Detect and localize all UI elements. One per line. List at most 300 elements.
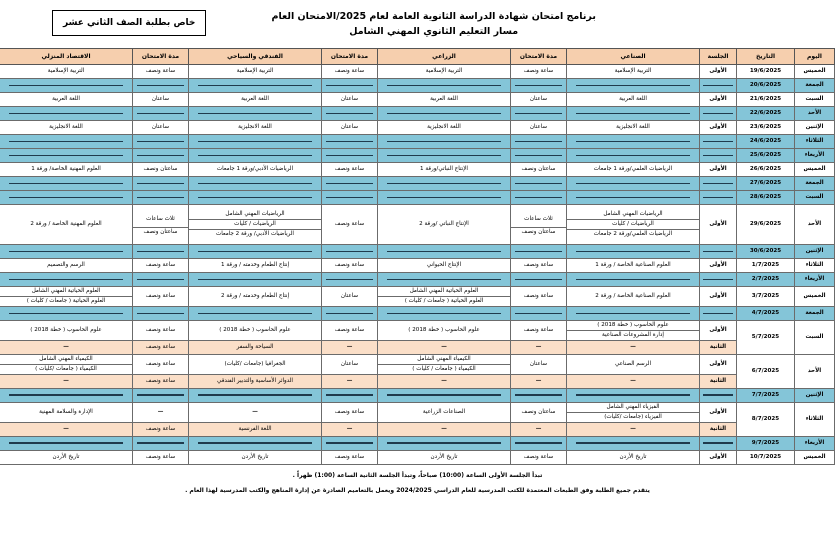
col-head-home-economics: الاقتصاد المنزلي	[0, 49, 133, 65]
cell-day: السبت	[795, 93, 835, 107]
cell-hotel-duration-holiday	[133, 177, 189, 191]
cell-date: 25/6/2025	[737, 149, 795, 163]
cell-industrial-duration: ساعة ونصف	[511, 65, 567, 79]
holiday-bar	[387, 394, 501, 396]
cell-industrial: العلوم الصناعية الخاصة / ورقة 1	[567, 259, 700, 273]
holiday-bar	[515, 251, 562, 253]
cell-session-holiday	[700, 107, 737, 121]
table-row	[0, 354, 835, 374]
cell-home-economics-holiday	[0, 107, 133, 121]
cell-home-economics	[0, 287, 133, 307]
col-head-industrial: الصناعي	[567, 49, 700, 65]
table-header-row	[0, 49, 835, 65]
table-row	[0, 273, 835, 287]
holiday-bar	[137, 251, 184, 253]
cell-industrial-duration-line-1: ثلاث ساعات	[511, 212, 566, 228]
cell-home-economics-line-1: الكيمياء المهني الشامل	[0, 355, 132, 365]
cell-hotel-duration-holiday	[133, 306, 189, 320]
cell-agricultural-duration: ساعة ونصف	[322, 450, 378, 464]
cell-industrial-holiday	[567, 135, 700, 149]
holiday-bar	[198, 85, 312, 87]
table-row	[0, 450, 835, 464]
cell-agricultural-holiday	[378, 107, 511, 121]
holiday-bar	[137, 313, 184, 315]
holiday-bar	[703, 313, 734, 315]
cell-hotel-duration-holiday	[133, 107, 189, 121]
page-subtitle: مسار التعليم الثانوي المهني الشامل	[349, 26, 519, 38]
col-head-hotel-duration: مدة الامتحان	[133, 49, 189, 65]
holiday-bar	[326, 155, 373, 157]
holiday-bar	[515, 85, 562, 87]
holiday-bar	[703, 85, 734, 87]
cell-hotel-holiday	[189, 177, 322, 191]
cell-agricultural	[378, 287, 511, 307]
cell-industrial-holiday	[567, 149, 700, 163]
cell-industrial-holiday	[567, 191, 700, 205]
cell-hotel: اللغة الانجليزية	[189, 121, 322, 135]
holiday-bar	[198, 279, 312, 281]
cell-home-economics-holiday	[0, 79, 133, 93]
cell-hotel-duration: ساعة ونصف	[133, 340, 189, 354]
cell-day: الأحد	[795, 205, 835, 245]
cell-industrial-holiday	[567, 273, 700, 287]
holiday-bar	[326, 141, 373, 143]
table-row	[0, 65, 835, 79]
cell-agricultural: الإنتاج النباتي/ورقة 1	[378, 163, 511, 177]
cell-industrial-duration: ساعتان	[511, 93, 567, 107]
holiday-bar	[703, 113, 734, 115]
cell-agricultural-holiday	[378, 388, 511, 402]
cell-home-economics-holiday	[0, 388, 133, 402]
holiday-bar	[387, 197, 501, 199]
col-head-date: التاريخ	[737, 49, 795, 65]
holiday-bar	[326, 313, 373, 315]
page-header	[0, 0, 835, 44]
holiday-bar	[576, 313, 690, 315]
holiday-bar	[576, 85, 690, 87]
cell-home-economics: —	[0, 340, 133, 354]
holiday-bar	[9, 141, 123, 143]
cell-hotel: الجغرافيا (جامعات /كليات)	[189, 354, 322, 374]
cell-industrial-duration-holiday	[511, 191, 567, 205]
holiday-bar	[515, 113, 562, 115]
cell-home-economics: الرسم والتصميم	[0, 259, 133, 273]
cell-industrial	[567, 402, 700, 422]
cell-session-holiday	[700, 177, 737, 191]
cell-hotel-holiday	[189, 149, 322, 163]
holiday-bar	[703, 394, 734, 396]
cell-agricultural-duration: ساعتان	[322, 93, 378, 107]
cell-industrial: —	[567, 422, 700, 436]
col-head-agricultural: الزراعي	[378, 49, 511, 65]
cell-day: الخميس	[795, 450, 835, 464]
cell-agricultural-duration-holiday	[322, 388, 378, 402]
cell-agricultural-duration: —	[322, 422, 378, 436]
cell-day: الأربعاء	[795, 273, 835, 287]
cell-hotel-duration: ساعة ونصف	[133, 259, 189, 273]
cell-agricultural-holiday	[378, 149, 511, 163]
cell-industrial-line-2: الفيزياء (جامعات /كليات)	[604, 413, 662, 420]
cell-agricultural-line-2: الكيمياء ( جامعات / كليات )	[412, 365, 476, 372]
holiday-bar	[703, 442, 734, 444]
cell-session: الأولى	[700, 93, 737, 107]
cell-agricultural-duration-holiday	[322, 79, 378, 93]
cell-industrial-line-2: الرياضيات / كليات	[567, 220, 699, 230]
cell-hotel-duration-holiday	[133, 388, 189, 402]
holiday-bar	[9, 183, 123, 185]
table-row	[0, 121, 835, 135]
cell-industrial: —	[567, 374, 700, 388]
cell-home-economics-holiday	[0, 273, 133, 287]
holiday-bar	[515, 183, 562, 185]
col-head-day: اليوم	[795, 49, 835, 65]
cell-agricultural-holiday	[378, 245, 511, 259]
cell-date: 1/7/2025	[737, 259, 795, 273]
holiday-bar	[137, 197, 184, 199]
cell-day: الخميس	[795, 287, 835, 307]
cell-home-economics: اللغة الانجليزية	[0, 121, 133, 135]
cell-home-economics-holiday	[0, 135, 133, 149]
holiday-bar	[576, 442, 690, 444]
holiday-bar	[198, 313, 312, 315]
cell-home-economics-holiday	[0, 436, 133, 450]
cell-agricultural-duration: ساعة ونصف	[322, 402, 378, 422]
holiday-bar	[326, 197, 373, 199]
holiday-bar	[137, 279, 184, 281]
cell-day: الجمعة	[795, 177, 835, 191]
cell-agricultural: الإنتاج النباتي /ورقة 2	[378, 205, 511, 245]
cell-hotel-duration: ساعة ونصف	[133, 320, 189, 340]
cell-agricultural-duration-holiday	[322, 306, 378, 320]
holiday-bar	[515, 442, 562, 444]
holiday-bar	[198, 183, 312, 185]
cell-home-economics-holiday	[0, 245, 133, 259]
cell-hotel-duration: —	[133, 402, 189, 422]
cell-industrial-duration: ساعتان	[511, 121, 567, 135]
cell-agricultural-duration-holiday	[322, 149, 378, 163]
cell-date: 20/6/2025	[737, 79, 795, 93]
cell-agricultural-duration: ساعتان	[322, 354, 378, 374]
cell-hotel-duration: ساعتان	[133, 93, 189, 107]
cell-industrial-duration-line-2: ساعتان ونصف	[521, 228, 556, 235]
cell-agricultural: اللغة العربية	[378, 93, 511, 107]
cell-home-economics-holiday	[0, 177, 133, 191]
cell-hotel-duration: ساعة ونصف	[133, 354, 189, 374]
cell-day: السبت	[795, 320, 835, 354]
cell-hotel-line-3: الرياضيات الأدبي/ ورقة 2 جامعات	[216, 230, 294, 237]
cell-hotel-line-2: الرياضيات / كليات	[189, 220, 321, 230]
cell-day: الخميس	[795, 163, 835, 177]
table-row	[0, 287, 835, 307]
holiday-bar	[515, 313, 562, 315]
cell-session-holiday	[700, 191, 737, 205]
cell-home-economics: العلوم المهنية الخاصة / ورقة 2	[0, 205, 133, 245]
cell-agricultural-duration-holiday	[322, 177, 378, 191]
table-row	[0, 149, 835, 163]
cell-session-holiday	[700, 135, 737, 149]
holiday-bar	[9, 442, 123, 444]
cell-hotel-duration: ساعة ونصف	[133, 450, 189, 464]
cell-agricultural-line-1: الكيمياء المهني الشامل	[378, 355, 510, 365]
cell-home-economics: تاريخ الأردن	[0, 450, 133, 464]
table-row	[0, 388, 835, 402]
holiday-bar	[576, 394, 690, 396]
cell-agricultural-holiday	[378, 191, 511, 205]
cell-industrial	[567, 320, 700, 340]
footer-notes	[26, 471, 809, 495]
cell-agricultural: الصناعات الزراعية	[378, 402, 511, 422]
holiday-bar	[326, 442, 373, 444]
cell-day: الأحد	[795, 354, 835, 388]
cell-session-holiday	[700, 79, 737, 93]
cell-hotel-holiday	[189, 306, 322, 320]
cell-hotel-duration-holiday	[133, 79, 189, 93]
cell-agricultural: علوم الحاسوب ( خطة 2018 )	[378, 320, 511, 340]
table-header	[0, 49, 835, 65]
cell-industrial-holiday	[567, 245, 700, 259]
holiday-bar	[576, 279, 690, 281]
holiday-bar	[387, 85, 501, 87]
cell-date: 5/7/2025	[737, 320, 795, 354]
cell-day: السبت	[795, 191, 835, 205]
holiday-bar	[387, 279, 501, 281]
table-row	[0, 163, 835, 177]
cell-hotel-duration: ساعة ونصف	[133, 422, 189, 436]
cell-session: الثانية	[700, 340, 737, 354]
cell-agricultural-duration: ساعة ونصف	[322, 205, 378, 245]
cell-date: 27/6/2025	[737, 177, 795, 191]
cell-hotel: التربية الإسلامية	[189, 65, 322, 79]
holiday-bar	[137, 442, 184, 444]
cell-industrial-line-3: الرياضيات العلمي/ورقة 2 جامعات	[593, 230, 673, 237]
cell-session-holiday	[700, 306, 737, 320]
cell-hotel: إنتاج الطعام وخدمته / ورقة 1	[189, 259, 322, 273]
cell-session: الأولى	[700, 163, 737, 177]
cell-home-economics: —	[0, 374, 133, 388]
cell-agricultural-holiday	[378, 306, 511, 320]
col-head-agricultural-duration: مدة الامتحان	[322, 49, 378, 65]
cell-industrial-duration: ساعة ونصف	[511, 450, 567, 464]
cell-agricultural-duration: ساعة ونصف	[322, 320, 378, 340]
table-row	[0, 191, 835, 205]
table-row	[0, 320, 835, 340]
holiday-bar	[387, 113, 501, 115]
cell-industrial: الرسم الصناعي	[567, 354, 700, 374]
cell-hotel-duration: ساعتان ونصف	[133, 163, 189, 177]
cell-day: الإثنين	[795, 245, 835, 259]
cell-home-economics: الإدارة والسلامة المهنية	[0, 402, 133, 422]
holiday-bar	[137, 155, 184, 157]
cell-session-holiday	[700, 273, 737, 287]
cell-agricultural-holiday	[378, 273, 511, 287]
cell-date: 26/6/2025	[737, 163, 795, 177]
holiday-bar	[515, 197, 562, 199]
holiday-bar	[515, 394, 562, 396]
holiday-bar	[9, 251, 123, 253]
table-row	[0, 245, 835, 259]
cell-agricultural-duration: —	[322, 374, 378, 388]
holiday-bar	[703, 251, 734, 253]
cell-industrial-holiday	[567, 107, 700, 121]
cell-home-economics-line-1: العلوم الحياتية المهني الشامل	[0, 287, 132, 297]
holiday-bar	[9, 313, 123, 315]
table-row	[0, 306, 835, 320]
cell-hotel-line-1: الرياضيات المهني الشامل	[189, 210, 321, 220]
cell-agricultural-holiday	[378, 177, 511, 191]
footer-note-books: يتقدم جميع الطلبة وفق الطبعات المعتمدة للكتب المدرسية للعام الدراسي 2024/2025 ويعمل بالتعاميم الصادرة عن إدارة المناهج والكتب المدرسية لهذا العام .	[185, 486, 650, 494]
cell-industrial-line-2: إدارة المشروعات الصناعية	[602, 331, 664, 338]
holiday-bar	[703, 197, 734, 199]
cell-hotel-duration: ساعتان	[133, 121, 189, 135]
cell-industrial-duration-holiday	[511, 107, 567, 121]
cell-industrial-duration-holiday	[511, 177, 567, 191]
cell-hotel: اللغة الفرنسية	[189, 422, 322, 436]
cell-agricultural-holiday	[378, 135, 511, 149]
cell-industrial: اللغة الانجليزية	[567, 121, 700, 135]
cell-hotel-duration-holiday	[133, 436, 189, 450]
holiday-bar	[576, 183, 690, 185]
cell-date: 29/6/2025	[737, 205, 795, 245]
holiday-bar	[326, 251, 373, 253]
cell-hotel-duration: ساعة ونصف	[133, 287, 189, 307]
table-body	[0, 65, 835, 465]
table-row	[0, 374, 835, 388]
cell-industrial-holiday	[567, 177, 700, 191]
cell-date: 8/7/2025	[737, 402, 795, 436]
cell-industrial-duration: ساعة ونصف	[511, 259, 567, 273]
cell-session-holiday	[700, 436, 737, 450]
cell-industrial: التربية الإسلامية	[567, 65, 700, 79]
cell-date: 7/7/2025	[737, 388, 795, 402]
cell-hotel-duration-holiday	[133, 273, 189, 287]
table-row	[0, 422, 835, 436]
exam-schedule-table	[0, 48, 835, 465]
holiday-bar	[326, 279, 373, 281]
table-row	[0, 340, 835, 354]
cell-day: الإثنين	[795, 388, 835, 402]
cell-hotel-holiday	[189, 273, 322, 287]
holiday-bar	[9, 85, 123, 87]
cell-hotel: تاريخ الأردن	[189, 450, 322, 464]
cell-agricultural-duration-holiday	[322, 191, 378, 205]
cell-day: الثلاثاء	[795, 135, 835, 149]
cell-date: 24/6/2025	[737, 135, 795, 149]
holiday-bar	[9, 279, 123, 281]
cell-date: 6/7/2025	[737, 354, 795, 388]
holiday-bar	[387, 155, 501, 157]
cell-day: الأربعاء	[795, 436, 835, 450]
cell-hotel-duration-line-2: ساعتان ونصف	[143, 228, 178, 235]
grade-badge: خاص بطلبة الصف الثاني عشر	[52, 10, 206, 36]
cell-agricultural-duration-holiday	[322, 245, 378, 259]
cell-session: الأولى	[700, 320, 737, 340]
cell-session-holiday	[700, 245, 737, 259]
cell-date: 30/6/2025	[737, 245, 795, 259]
holiday-bar	[137, 113, 184, 115]
cell-agricultural-line-2: العلوم الحياتية ( جامعات / كليات )	[404, 297, 484, 304]
cell-home-economics: التربية الإسلامية	[0, 65, 133, 79]
cell-agricultural-duration-holiday	[322, 436, 378, 450]
cell-industrial-duration	[511, 205, 567, 245]
cell-hotel	[189, 205, 322, 245]
cell-day: الأحد	[795, 107, 835, 121]
cell-agricultural-duration: ساعة ونصف	[322, 65, 378, 79]
holiday-bar	[387, 141, 501, 143]
cell-day: الجمعة	[795, 79, 835, 93]
holiday-bar	[9, 197, 123, 199]
cell-industrial-duration: —	[511, 340, 567, 354]
table-row	[0, 107, 835, 121]
holiday-bar	[576, 141, 690, 143]
cell-agricultural-duration: ساعة ونصف	[322, 259, 378, 273]
cell-industrial: العلوم الصناعية الخاصة / ورقة 2	[567, 287, 700, 307]
cell-agricultural-duration-holiday	[322, 135, 378, 149]
cell-industrial-line-1: الفيزياء المهني الشامل	[567, 403, 699, 413]
cell-agricultural: —	[378, 374, 511, 388]
cell-date: 3/7/2025	[737, 287, 795, 307]
cell-home-economics: اللغة العربية	[0, 93, 133, 107]
cell-home-economics	[0, 354, 133, 374]
cell-home-economics-holiday	[0, 149, 133, 163]
holiday-bar	[515, 141, 562, 143]
cell-industrial-duration-holiday	[511, 79, 567, 93]
table-row	[0, 402, 835, 422]
cell-agricultural-duration-holiday	[322, 107, 378, 121]
holiday-bar	[198, 251, 312, 253]
cell-industrial-duration: ساعة ونصف	[511, 287, 567, 307]
cell-industrial-duration: ساعتان ونصف	[511, 402, 567, 422]
cell-agricultural-line-1: العلوم الحياتية المهني الشامل	[378, 287, 510, 297]
cell-hotel-holiday	[189, 388, 322, 402]
table-row	[0, 135, 835, 149]
cell-agricultural: التربية الإسلامية	[378, 65, 511, 79]
cell-industrial-duration: ساعتان	[511, 354, 567, 374]
cell-hotel: إنتاج الطعام وخدمته / ورقة 2	[189, 287, 322, 307]
holiday-bar	[515, 279, 562, 281]
table-row	[0, 79, 835, 93]
holiday-bar	[387, 251, 501, 253]
cell-hotel-holiday	[189, 191, 322, 205]
holiday-bar	[703, 279, 734, 281]
cell-industrial-duration-holiday	[511, 388, 567, 402]
col-head-hotel: الفندقي والسياحي	[189, 49, 322, 65]
cell-industrial-duration-holiday	[511, 135, 567, 149]
cell-session: الأولى	[700, 354, 737, 374]
cell-day: الإثنين	[795, 121, 835, 135]
cell-hotel-duration-holiday	[133, 191, 189, 205]
cell-industrial-holiday	[567, 436, 700, 450]
cell-agricultural-duration: ساعتان	[322, 287, 378, 307]
holiday-bar	[9, 394, 123, 396]
cell-home-economics-holiday	[0, 191, 133, 205]
cell-industrial: الرياضيات العلمي/ورقة 1 جامعات	[567, 163, 700, 177]
cell-home-economics-line-2: الكيمياء ( جامعات /كليات )	[35, 365, 97, 372]
cell-industrial	[567, 205, 700, 245]
cell-agricultural: الإنتاج الحيواني	[378, 259, 511, 273]
cell-hotel: —	[189, 402, 322, 422]
cell-hotel-holiday	[189, 436, 322, 450]
cell-industrial-duration-holiday	[511, 245, 567, 259]
holiday-bar	[515, 155, 562, 157]
cell-industrial-holiday	[567, 388, 700, 402]
cell-agricultural-duration: —	[322, 340, 378, 354]
cell-session: الثانية	[700, 374, 737, 388]
table-row	[0, 177, 835, 191]
col-head-session: الجلسة	[700, 49, 737, 65]
holiday-bar	[387, 183, 501, 185]
holiday-bar	[326, 394, 373, 396]
holiday-bar	[326, 183, 373, 185]
